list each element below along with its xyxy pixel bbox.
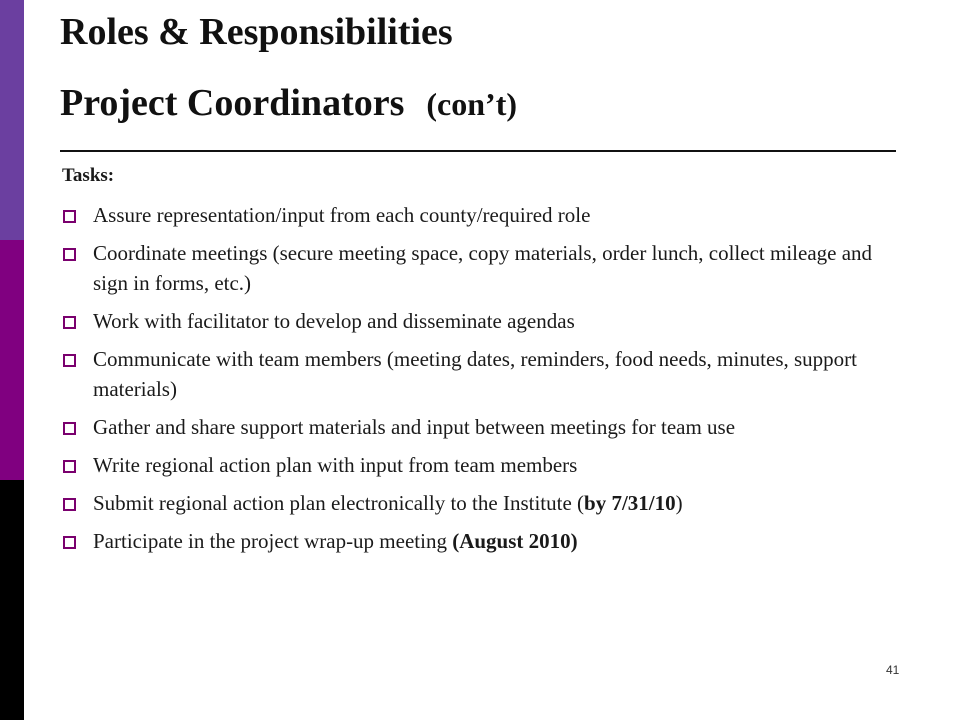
sidebar-accent-bar xyxy=(0,0,24,720)
hollow-square-bullet-icon xyxy=(63,498,76,511)
task-item xyxy=(62,200,902,230)
task-text-end: ) xyxy=(675,491,683,515)
task-deadline: by 7/31/10 xyxy=(584,491,676,515)
hollow-square-bullet-icon xyxy=(63,460,76,473)
hollow-square-bullet-icon xyxy=(63,210,76,223)
task-text: Communicate with team members (meeting dates, reminders, food needs, minutes, support materials) xyxy=(93,347,857,401)
task-date: (August 2010) xyxy=(452,529,578,553)
sidebar-segment-magenta xyxy=(0,240,24,480)
task-text: Submit regional action plan electronically to the Institute ( xyxy=(93,491,585,515)
task-item xyxy=(62,526,902,556)
sidebar-segment-black xyxy=(0,480,24,720)
hollow-square-bullet-icon xyxy=(63,316,76,329)
task-text: Assure representation/input from each county/required role xyxy=(93,203,591,227)
hollow-square-bullet-icon xyxy=(63,422,76,435)
title-line-1: Roles & Responsibilities xyxy=(60,11,453,53)
page-number: 41 xyxy=(886,663,900,677)
task-text: Work with facilitator to develop and disseminate agendas xyxy=(93,309,575,333)
task-item xyxy=(62,450,902,480)
task-text: Coordinate meetings (secure meeting space, copy materials, order lunch, collect mileage and sign in forms, etc.) xyxy=(93,241,873,295)
hollow-square-bullet-icon xyxy=(63,354,76,367)
slide-title xyxy=(60,8,920,130)
task-item xyxy=(62,306,902,336)
task-text: Gather and share support materials and input between meetings for team use xyxy=(93,415,736,439)
title-line-2-text: Project Coordinators xyxy=(60,82,405,124)
task-text: Participate in the project wrap-up meeting xyxy=(93,529,453,553)
title-suffix: (con’t) xyxy=(426,86,517,122)
title-divider xyxy=(60,150,896,152)
hollow-square-bullet-icon xyxy=(63,536,76,549)
title-line-2 xyxy=(60,78,920,130)
hollow-square-bullet-icon xyxy=(63,248,76,261)
tasks-label: Tasks: xyxy=(62,165,115,186)
task-item xyxy=(62,238,902,298)
sidebar-segment-purple xyxy=(0,0,24,240)
task-item xyxy=(62,488,902,518)
task-item xyxy=(62,344,902,404)
task-item xyxy=(62,412,902,442)
task-text: Write regional action plan with input from team members xyxy=(93,453,578,477)
task-list xyxy=(62,200,902,564)
